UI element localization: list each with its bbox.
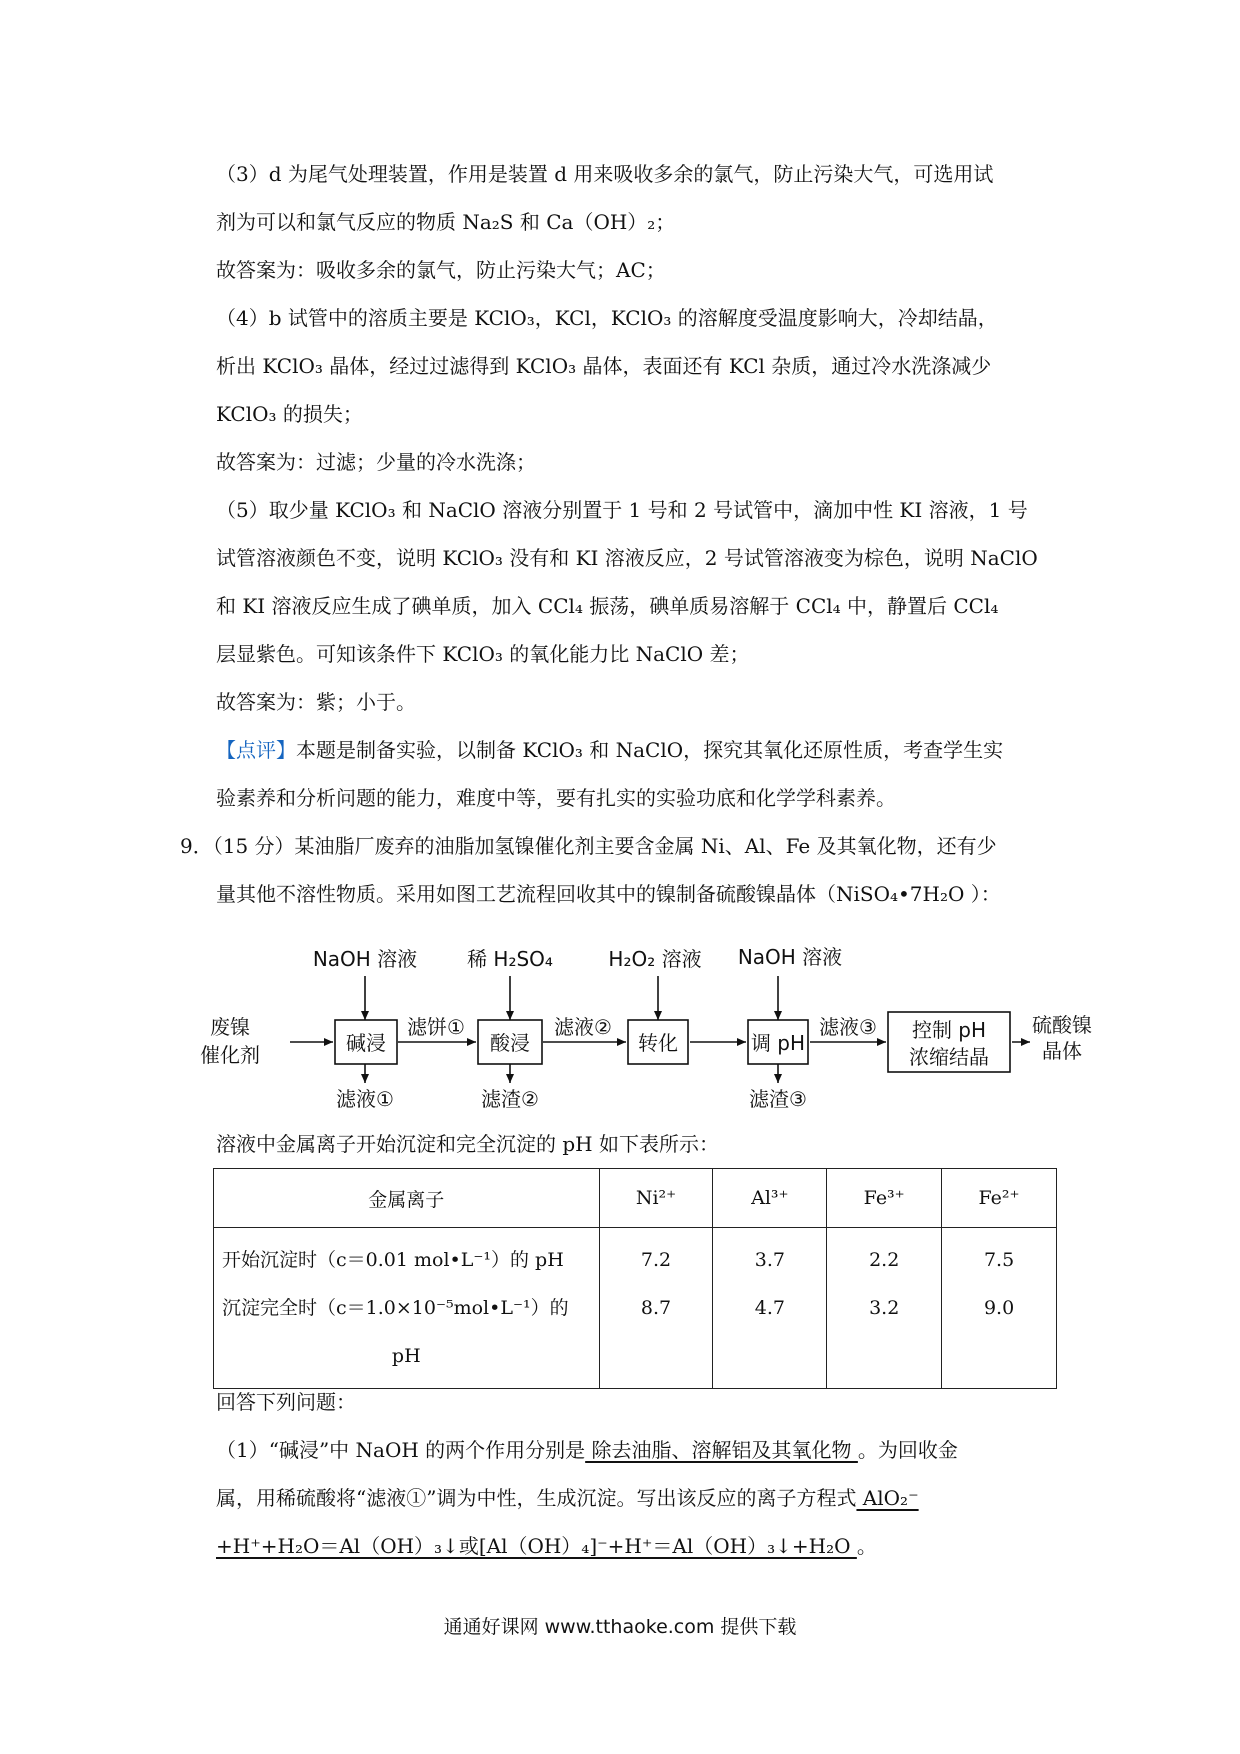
reagent-naoh-2: NaOH 溶液 bbox=[737, 945, 843, 969]
comment-text: 本题是制备实验，以制备 KClO₃ 和 NaClO，探究其氧化还原性质，考查学生实 bbox=[296, 738, 1004, 762]
comment-line-2: 验素养和分析问题的能力，难度中等，要有扎实的实验功底和化学学科素养。 bbox=[216, 786, 896, 810]
flow-mid-filtrate-3: 滤液③ bbox=[819, 1015, 877, 1039]
q1-answer-1: 除去油脂、溶解铝及其氧化物 bbox=[585, 1438, 858, 1462]
q1-answer-2a: AlO₂⁻ bbox=[856, 1486, 919, 1510]
value-complete: 8.7 bbox=[640, 1297, 672, 1319]
fe2-values bbox=[942, 1228, 1057, 1389]
value-start: 3.7 bbox=[754, 1249, 785, 1271]
header-label: 金属离子 bbox=[214, 1169, 600, 1228]
flow-mid-filter-cake: 滤饼① bbox=[407, 1015, 465, 1039]
header-ion: Ni²⁺ bbox=[599, 1169, 713, 1228]
paragraph-5-line-4: 层显紫色。可知该条件下 KClO₃ 的氧化能力比 NaClO 差； bbox=[216, 642, 750, 666]
fe3-values bbox=[827, 1228, 942, 1389]
header-ion: Fe²⁺ bbox=[942, 1169, 1057, 1228]
flow-out-filtrate-1: 滤液① bbox=[336, 1087, 394, 1110]
paragraph-5-line-3: 和 KI 溶液反应生成了碘单质，加入 CCl₄ 振荡，碘单质易溶解于 CCl₄ 中，静置后 CCl₄ bbox=[216, 594, 999, 618]
q1-mid: 。为回收金 bbox=[857, 1438, 958, 1462]
flow-box-3-label: 转化 bbox=[638, 1031, 678, 1055]
flow-start-label-1: 废镍 bbox=[210, 1015, 250, 1039]
answer-4: 故答案为：过滤；少量的冷水洗涤； bbox=[216, 450, 536, 474]
flow-out-residue-3: 滤渣③ bbox=[749, 1087, 807, 1110]
question-9-line-1: 9．（15 分）某油脂厂废弃的油脂加氢镍催化剂主要含金属 Ni、Al、Fe 及其氧化物，还有少 bbox=[180, 834, 997, 858]
flow-box-1-label: 碱浸 bbox=[346, 1031, 386, 1055]
paragraph-4-line-2: 析出 KClO₃ 晶体，经过过滤得到 KClO₃ 晶体，表面还有 KCl 杂质，通过冷水洗涤减少 bbox=[216, 354, 992, 378]
flow-box-5-label-1: 控制 pH bbox=[911, 1018, 987, 1042]
value-complete: 3.2 bbox=[869, 1297, 900, 1319]
header-ion: Fe³⁺ bbox=[827, 1169, 942, 1228]
flow-box-2-label: 酸浸 bbox=[490, 1031, 530, 1055]
process-flowchart bbox=[200, 940, 1100, 1110]
reagent-h2so4: 稀 H₂SO₄ bbox=[467, 947, 553, 971]
ion-ph-table bbox=[213, 1168, 1057, 1389]
paragraph-4-line-3: KClO₃ 的损失； bbox=[216, 402, 363, 426]
table-intro: 溶液中金属离子开始沉淀和完全沉淀的 pH 如下表所示： bbox=[216, 1132, 719, 1156]
answer-intro: 回答下列问题： bbox=[216, 1390, 356, 1414]
comment-line-1 bbox=[216, 726, 1056, 774]
reagent-h2o2: H₂O₂ 溶液 bbox=[608, 947, 702, 971]
q1-answer-2b: +H⁺+H₂O＝Al（OH）₃↓或[Al（OH）₄]⁻+H⁺＝Al（OH）₃↓+H₂O bbox=[216, 1534, 857, 1558]
table-data-row bbox=[214, 1228, 1057, 1389]
question-1-line-1 bbox=[216, 1426, 1056, 1474]
flow-end-label-2: 晶体 bbox=[1042, 1039, 1082, 1063]
question-9-line-2: 量其他不溶性物质。采用如图工艺流程回收其中的镍制备硫酸镍晶体（NiSO₄•7H₂O ）： bbox=[216, 882, 1001, 906]
reagent-naoh-1: NaOH 溶液 bbox=[312, 947, 418, 971]
q1-prefix: （1）“碱浸”中 NaOH 的两个作用分别是 bbox=[216, 1438, 586, 1462]
header-ion: Al³⁺ bbox=[713, 1169, 827, 1228]
ni-values bbox=[599, 1228, 713, 1389]
flow-box-4-label: 调 pH bbox=[750, 1031, 806, 1055]
page-footer: 通通好课网 www.tthaoke.com 提供下载 bbox=[443, 1616, 797, 1638]
paragraph-3-line-2: 剂为可以和氯气反应的物质 Na₂S 和 Ca（OH）₂； bbox=[216, 210, 676, 234]
paragraph-5-line-2: 试管溶液颜色不变，说明 KClO₃ 没有和 KI 溶液反应，2 号试管溶液变为棕色，说明 NaClO bbox=[216, 546, 1038, 570]
al-values bbox=[713, 1228, 827, 1389]
paragraph-4-line-1: （4）b 试管中的溶质主要是 KClO₃，KCl，KClO₃ 的溶解度受温度影响大，冷却结晶， bbox=[216, 306, 998, 330]
comment-tag: 【点评】 bbox=[216, 738, 296, 762]
flow-box-5-label-2: 浓缩结晶 bbox=[909, 1045, 989, 1069]
q1-line-2-text: 属，用稀硫酸将“滤液①”调为中性，生成沉淀。写出该反应的离子方程式 bbox=[216, 1486, 857, 1510]
value-start: 7.5 bbox=[983, 1249, 1015, 1271]
answer-5: 故答案为：紫；小于。 bbox=[216, 690, 416, 714]
flow-out-residue-2: 滤渣② bbox=[481, 1087, 539, 1110]
paragraph-5-line-1: （5）取少量 KClO₃ 和 NaClO 溶液分别置于 1 号和 2 号试管中，滴加中性 KI 溶液，1 号 bbox=[216, 498, 1028, 522]
paragraph-3-line-1: （3）d 为尾气处理装置，作用是装置 d 用来吸收多余的氯气，防止污染大气，可选用试 bbox=[216, 162, 994, 186]
row-labels bbox=[214, 1228, 600, 1389]
flow-mid-filtrate-2: 滤液② bbox=[554, 1015, 612, 1039]
q1-end: 。 bbox=[856, 1534, 877, 1558]
row-2-label-2: pH bbox=[391, 1345, 421, 1367]
question-1-line-2 bbox=[216, 1474, 1056, 1522]
flow-end-label-1: 硫酸镍 bbox=[1032, 1013, 1092, 1037]
table-header-row bbox=[214, 1169, 1057, 1228]
question-1-line-3 bbox=[216, 1522, 1056, 1570]
value-start: 7.2 bbox=[640, 1249, 672, 1271]
answer-3: 故答案为：吸收多余的氯气，防止污染大气；AC； bbox=[216, 258, 666, 282]
value-complete: 4.7 bbox=[754, 1297, 785, 1319]
row-2-label-1: 沉淀完全时（c＝1.0×10⁻⁵mol•L⁻¹）的 bbox=[222, 1297, 569, 1319]
value-complete: 9.0 bbox=[983, 1297, 1015, 1319]
value-start: 2.2 bbox=[869, 1249, 900, 1271]
row-1-label: 开始沉淀时（c＝0.01 mol•L⁻¹）的 pH bbox=[222, 1249, 564, 1271]
flow-start-label-2: 催化剂 bbox=[200, 1043, 260, 1067]
